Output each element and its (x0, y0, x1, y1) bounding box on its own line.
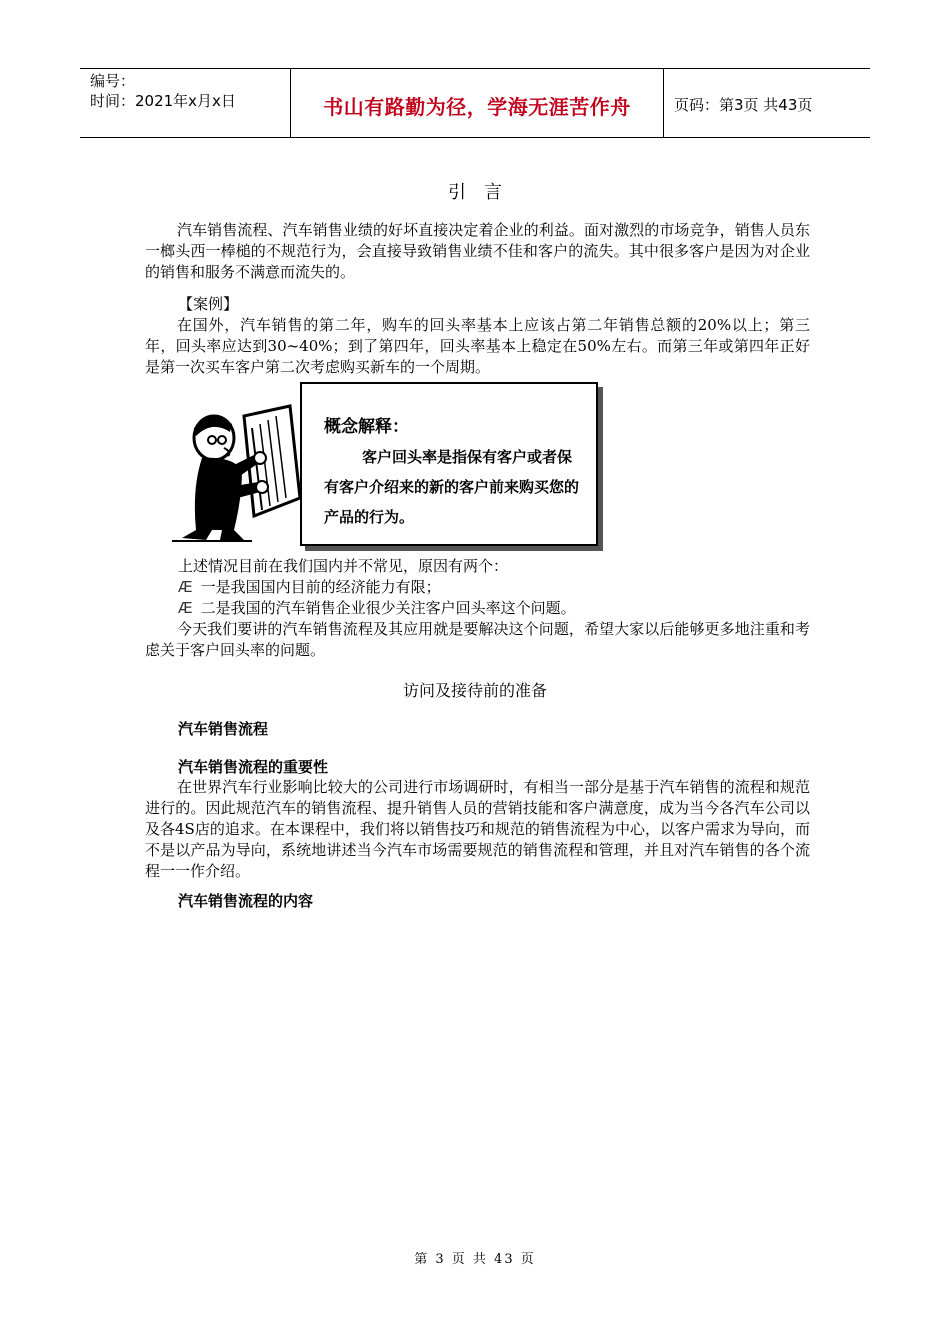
intro-paragraph: 汽车销售流程、汽车销售业绩的好坏直接决定着企业的利益。面对激烈的市场竞争，销售人员东一榔头西一棒槌的不规范行为，会直接导致销售业绩不佳和客户的流失。其中很多客户是因为对企业的销售和服务不满意而流失的。 (145, 221, 810, 281)
subheading-content: 汽车销售流程的内容 (178, 892, 314, 910)
page-footer: 第 3 页 共 43 页 (414, 1252, 536, 1267)
today-paragraph: 今天我们要讲的汽车销售流程及其应用就是要解决这个问题，希望大家以后能够更多地注重和考虑关于客户回头率的问题。 (145, 620, 810, 659)
bullet-marker: Æ (178, 578, 193, 596)
list-item (178, 598, 576, 619)
list-item (178, 577, 441, 598)
subheading-importance: 汽车销售流程的重要性 (178, 758, 329, 776)
header-motto: 书山有路勤为径，学海无涯苦作舟 (291, 69, 664, 137)
reason-text: 一是我国国内目前的经济能力有限； (200, 578, 441, 596)
header-page-info: 页码：第3页 共43页 (674, 95, 813, 114)
subheading-process: 汽车销售流程 (178, 720, 269, 738)
case-paragraph: 在国外，汽车销售的第二年，购车的回头率基本上应该占第二年销售总额的20%以上；第三年，回头率应达到30~40%；到了第四年，回头率基本上稳定在50%左右。而第三年或第四年正好是第一次买车客户第二次考虑购买新车的一个周期。 (145, 316, 810, 376)
number-label: 编号： (90, 72, 136, 90)
time-label: 时间：2021年x月x日 (90, 92, 236, 110)
page-header (80, 68, 870, 138)
case-label: 【案例】 (178, 295, 239, 313)
section-title: 访问及接待前的准备 (402, 681, 547, 700)
businessman-pushing-illustration (172, 398, 302, 543)
page-title: 引言 (448, 182, 520, 203)
situation-text: 上述情况目前在我们国内并不常见，原因有两个： (178, 557, 509, 575)
concept-title: 概念解释： (324, 417, 409, 437)
bullet-marker: Æ (178, 599, 193, 617)
header-meta (80, 69, 291, 137)
reason-text: 二是我国的汽车销售企业很少关注客户回头率这个问题。 (200, 599, 576, 617)
importance-paragraph: 在世界汽车行业影响比较大的公司进行市场调研时，有相当一部分是基于汽车销售的流程和规范进行的。因此规范汽车的销售流程、提升销售人员的营销技能和客户满意度，成为当今各汽车公司以及各4S店的追求。在本课程中，我们将以销售技巧和规范的销售流程为中心，以客户需求为导向，而不是以产品为导向，系统地讲述当今汽车市场需要规范的销售流程和管理，并且对汽车销售的各个流程一一作介绍。 (145, 778, 810, 880)
concept-explanation-box (300, 382, 598, 546)
concept-body: 客户回头率是指保有客户或者保有客户介绍来的新的客户前来购买您的产品的行为。 (324, 448, 580, 526)
